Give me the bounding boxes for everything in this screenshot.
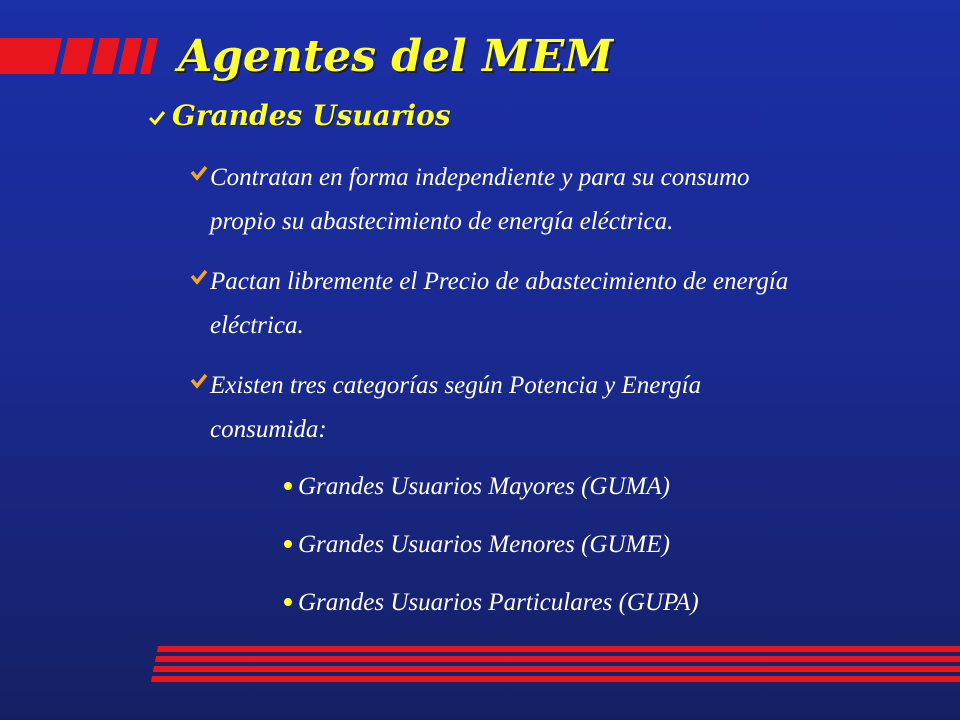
category-item: [284, 528, 670, 562]
subheading: [148, 98, 451, 134]
category-item: [284, 470, 670, 504]
slide-title: Agentes del MEM: [178, 31, 614, 82]
bullet-point-text: Contratan en forma independiente y para su consumo propio su abastecimiento de energía eléctrica.: [210, 164, 750, 235]
bullet-dot-icon: [284, 598, 292, 606]
bullet-dot-icon: [284, 482, 292, 490]
red-lines-decoration: [150, 646, 960, 686]
checkmark-icon: [190, 268, 208, 286]
bullet-point: [190, 364, 960, 452]
checkmark-icon: [190, 372, 208, 390]
bullet-point-text: Existen tres categorías según Potencia y Energía consumida:: [210, 372, 702, 443]
subheading-label: Grandes Usuarios: [172, 99, 451, 132]
category-label: Grandes Usuarios Menores (GUME): [298, 531, 670, 558]
red-bars-decoration: [0, 38, 160, 74]
checkmark-icon: [148, 109, 166, 127]
bullet-point: [190, 260, 960, 348]
checkmark-icon: [190, 164, 208, 182]
category-item: [284, 586, 699, 620]
bullet-point-text: Pactan libremente el Precio de abastecimiento de energía eléctrica.: [210, 268, 789, 339]
category-label: Grandes Usuarios Mayores (GUMA): [298, 473, 670, 500]
category-label: Grandes Usuarios Particulares (GUPA): [298, 589, 699, 616]
bullet-dot-icon: [284, 540, 292, 548]
bullet-point: [190, 156, 960, 244]
